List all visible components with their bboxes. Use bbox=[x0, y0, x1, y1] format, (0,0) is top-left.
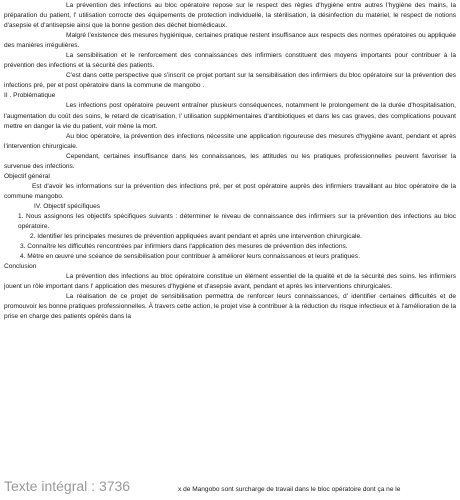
paragraph-sensibilisation: La sensibilisation et le renforcement des connaissances des infirmiers constituent des moyens importants pour contribuer à la prévention des infections et la sécurité des patients. bbox=[4, 52, 456, 70]
list-item-4: 4. Mètre en œuvre une scéance de sensibilisation pour contribuer à améliorer leurs connaissances et leurs pratiques. bbox=[20, 253, 360, 261]
heading-objectif-specifiques: IV. Objectif spécifiques bbox=[34, 202, 100, 210]
heading-problematique: II . Problématique bbox=[4, 92, 56, 100]
paragraph-realisation: La réalisation de ce projet de sensibilisation permettra de renforcer leurs connaissances, d' identifier certaines difficultés et de promouvoir les bonne pratiques professionnelles. À travers cette action, le projet vise à contribuer à la réduction du risque infectieux et à l'amélioration de la prise en charge des patients opérés dans la bbox=[4, 293, 456, 321]
paragraph-conclusion: La prévention des infections au bloc opératoire constitue un élément essentiel de la qualité et de la sécurité des soins. les infirmiers jouent un rôle important dans l' application des mesures d'hygiène et d'asepsie avant, pendant et après les interventions chirurgicales. bbox=[4, 273, 456, 291]
full-text-counter: Texte intégral : 3736 bbox=[0, 472, 175, 500]
paragraph-perspective: C'est dans cette perspective que s'inscrit ce projet portant sur la sensibilisation des infirmiers du bloc opératoire sur la prévention des infections pré, per et post opératoire dans la commune de mangobo . bbox=[4, 72, 456, 90]
heading-conclusion: Conclusion bbox=[4, 263, 37, 271]
paragraph-intro: La prévention des infections au bloc opératoire repose sur le respect des règles d'hygiène entre autres l'hygiène des mains, la préparation du patient, l' utilisation corrocte des équipements de protection individuelle, la stérilisation, la désinfection du matériel, le respect de notions d'asepsie et d'antisepsie ainsi que la bonne gestion des déchet biomédicaux. bbox=[4, 2, 456, 30]
paragraph-cut-line: x de Mangobo sont surcharge de travail dans le bloc opératoire dont ça ne le bbox=[178, 486, 401, 493]
paragraph-objectif-general: Est d'avoir les informations sur la prévention des infections pré, per et post opératoire auprès des infirmiers travaillant au bloc opératoire de la commune mangobo. bbox=[4, 182, 456, 200]
heading-objectif-general: Objectif général bbox=[4, 172, 50, 180]
paragraph-cependant: Cependant, certaines insuffisance dans les connaissances, les attitudes ou les pratiques professionnelles peuvent favoriser la survenue des infections. bbox=[4, 152, 456, 170]
paragraph-malgre: Malgré l'existence des mesures hygiénique, certaines pratique restent insuffisance aux respects des normes opératoires ou appliquée des manières irrégulières. bbox=[4, 32, 456, 50]
list-item-2: 2. Identifier les principales mesures de prévention appliquées avant pendant et après une intervention chirurgicale. bbox=[30, 233, 362, 241]
list-item-1: 1. Nous assignons les objectifs spécifiques suivants : déterminer le niveau de connaissance des infirmiers sur la prévention des infections au bloc opératoire. bbox=[18, 212, 456, 231]
list-item-3: 3. Connaître les difficultés rencontrées par infirmiers dans l'application des mesures de prévention des infections. bbox=[20, 243, 348, 251]
paragraph-consequences: Les infections post opératoire peuvent entraîner plusieurs conséquences, notamment le prolongement de la durée d'hospitalisation, l'augmentation du coût des soins, le retard de cicatrisation, l' utilisation supplémentaires d'antibiotiques et dans les cas graves, des complications pouvant mettre en danger la vie du patient, voir mène la mort. bbox=[4, 102, 456, 130]
paragraph-bloc: Au bloc opératoire, la prévention des infections nécessite une application rigoureuse des mesures d'hygiène avant, pendant et après l'intervention chirurgicale. bbox=[4, 132, 456, 150]
